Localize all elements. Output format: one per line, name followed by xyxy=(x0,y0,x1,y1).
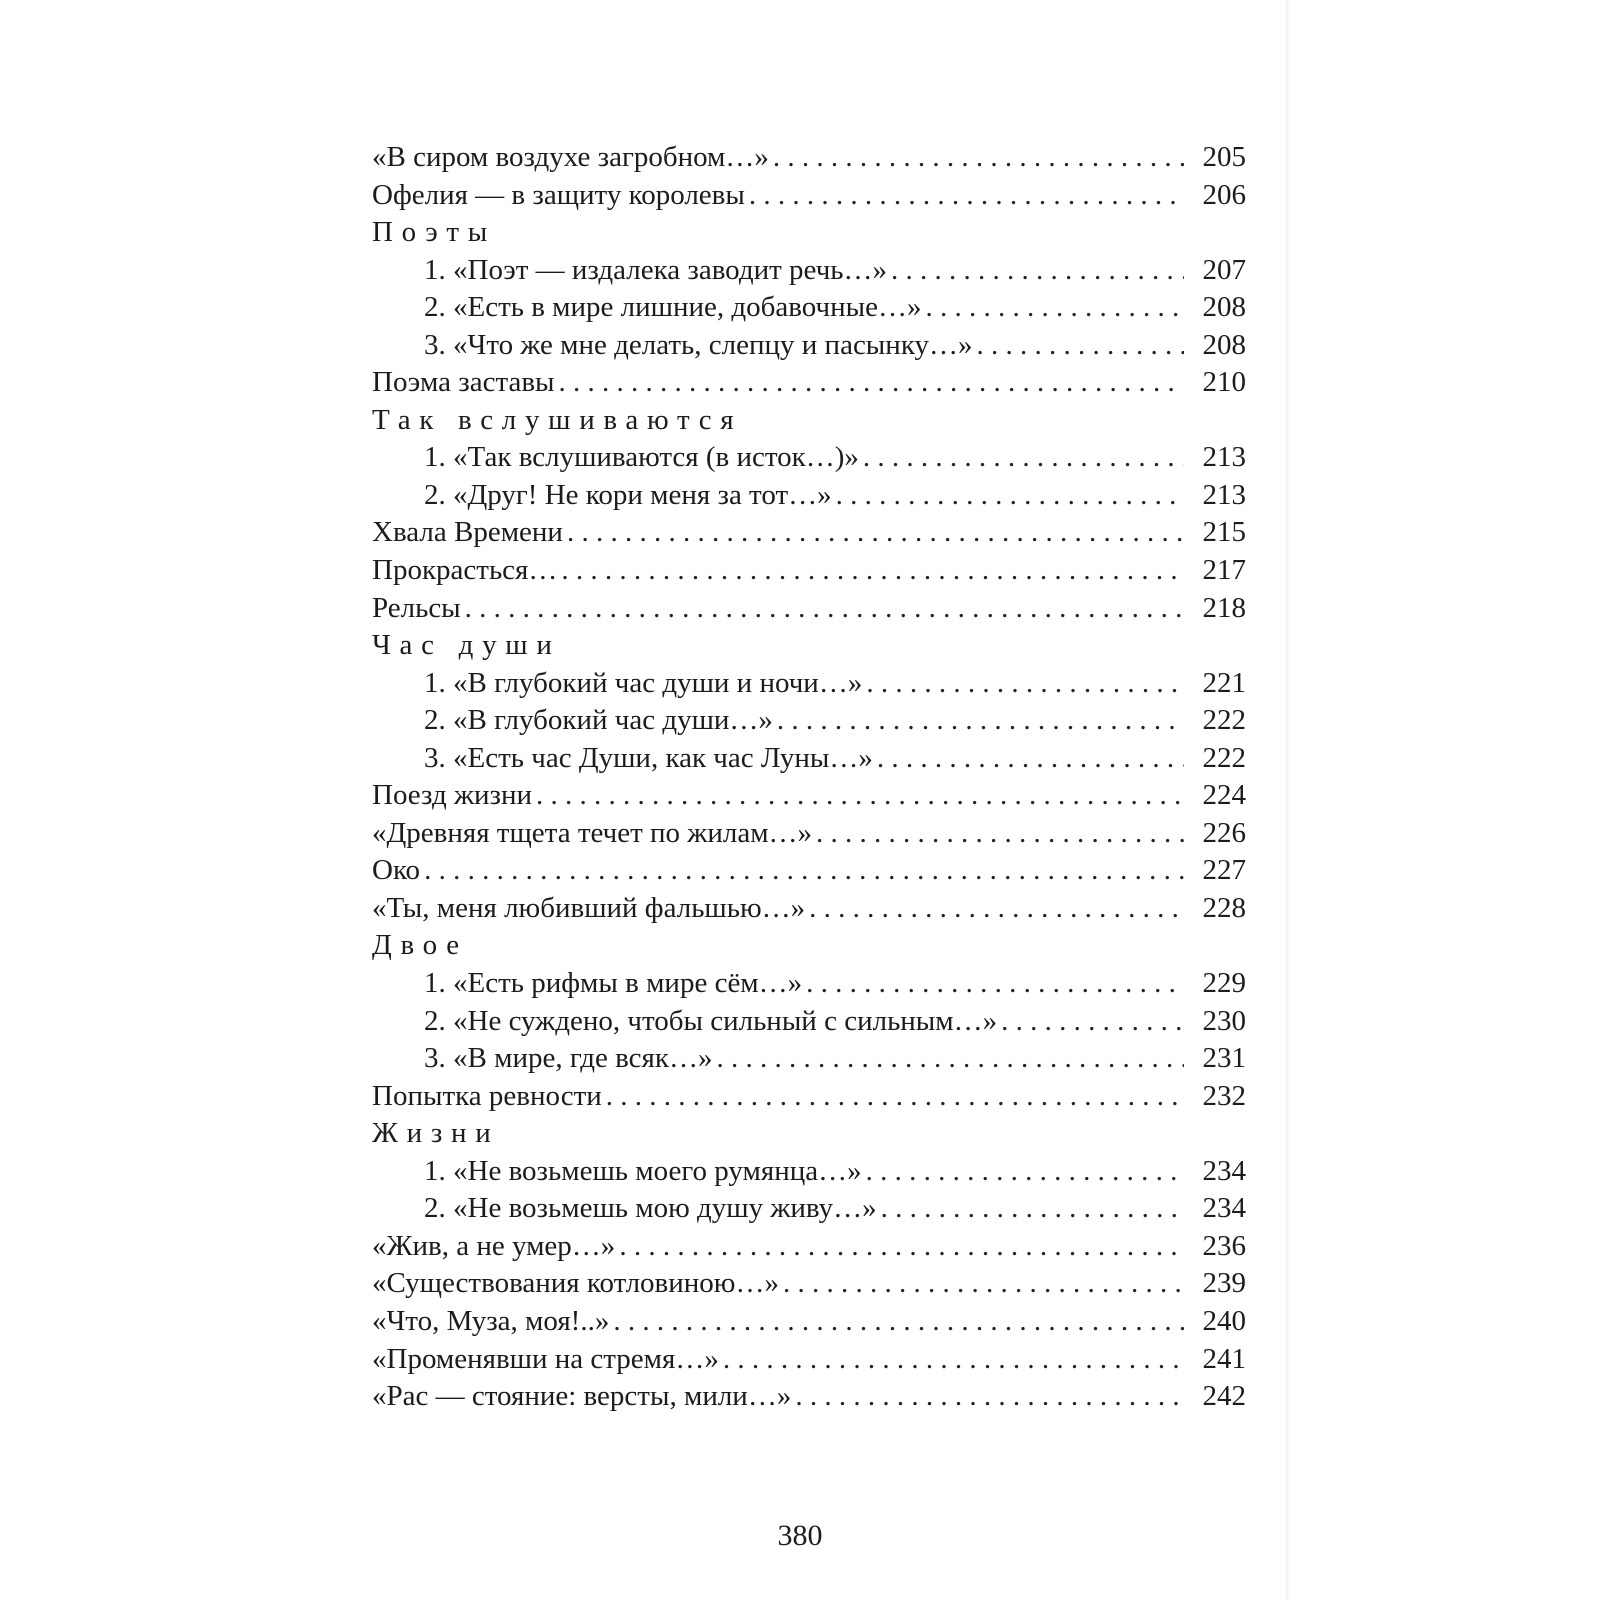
toc-page-number: 236 xyxy=(1202,1229,1246,1262)
toc-entry-title: Рельсы xyxy=(372,591,461,624)
toc-page-number: 232 xyxy=(1202,1079,1246,1112)
toc-entry xyxy=(372,327,1246,365)
toc-entry xyxy=(372,139,1246,177)
toc-entry xyxy=(372,777,1246,815)
toc-entry xyxy=(372,890,1246,928)
toc-entry xyxy=(372,364,1246,402)
toc-page-number: 218 xyxy=(1202,591,1246,624)
toc-leader-dots xyxy=(777,702,1184,740)
toc-page-number: 205 xyxy=(1202,141,1246,173)
toc-entry-title: 3. «В мире, где всяк…» xyxy=(424,1042,713,1075)
toc-entry xyxy=(372,590,1246,628)
toc-entry-title: 3. «Есть час Души, как час Луны…» xyxy=(424,741,873,774)
toc-entry-title: Око xyxy=(372,854,421,887)
toc-entry-title: 2. «Есть в мире лишние, добавочные…» xyxy=(424,291,922,324)
toc-entry-title: 1. «Есть рифмы в мире сём…» xyxy=(424,967,803,1000)
toc-leader-dots xyxy=(723,1341,1184,1379)
toc-entry-title: 3. «Что же мне делать, слепцу и пасынку…» xyxy=(424,328,973,361)
toc-entry xyxy=(372,702,1246,740)
toc-leader-dots xyxy=(749,177,1184,215)
toc-entry-title: «В сиром воздухе загробном…» xyxy=(372,141,769,173)
toc-entry-title: «Рас — стояние: версты, мили…» xyxy=(372,1380,792,1413)
toc-entry xyxy=(372,852,1246,890)
toc-entry-title: Час души xyxy=(372,629,561,662)
toc-entry-title: Жизни xyxy=(372,1117,500,1150)
toc-page-number: 241 xyxy=(1202,1342,1246,1375)
toc-leader-dots xyxy=(717,1040,1185,1078)
toc-entry xyxy=(372,965,1246,1003)
toc-leader-dots xyxy=(866,1153,1184,1191)
toc-page-number: 239 xyxy=(1202,1267,1246,1300)
toc-entry-title: 1. «Не возьмешь моего румянца…» xyxy=(424,1154,862,1187)
toc-entry-title: «Существования котловиною…» xyxy=(372,1267,779,1300)
toc-entry-title: «Ты, меня любивший фальшью…» xyxy=(372,891,806,924)
toc-entry xyxy=(372,1378,1246,1416)
toc-page-number: 234 xyxy=(1202,1192,1246,1225)
toc-entry-title: Попытка ревности xyxy=(372,1079,602,1112)
toc-page-number: 222 xyxy=(1202,704,1246,737)
toc-entry-title: 2. «Не суждено, чтобы сильный с сильным…» xyxy=(424,1004,998,1037)
toc-entry-title: 1. «Так вслушиваются (в исток…)» xyxy=(424,441,859,474)
toc-page-number: 210 xyxy=(1202,366,1246,399)
toc-entry xyxy=(372,1303,1246,1341)
toc-section-heading xyxy=(372,927,1246,965)
toc-page-number: 217 xyxy=(1202,554,1246,587)
toc-section-heading xyxy=(372,627,1246,665)
toc-entry-title: 2. «Друг! Не кори меня за тот…» xyxy=(424,478,832,511)
toc-leader-dots xyxy=(773,139,1184,177)
toc-entry xyxy=(372,1190,1246,1228)
toc-leader-dots xyxy=(1001,1003,1184,1041)
toc-entry xyxy=(372,552,1246,590)
toc-entry xyxy=(372,1040,1246,1078)
toc-leader-dots xyxy=(809,890,1184,928)
toc-page-number: 213 xyxy=(1202,441,1246,474)
toc-leader-dots xyxy=(881,1190,1184,1228)
toc-leader-dots xyxy=(863,439,1184,477)
toc-leader-dots xyxy=(559,364,1184,402)
toc-entry xyxy=(372,740,1246,778)
toc-entry-title: Хвала Времени xyxy=(372,516,563,549)
toc-page-number: 222 xyxy=(1202,741,1246,774)
toc-leader-dots xyxy=(619,1228,1184,1266)
toc-entry-title: 1. «В глубокий час души и ночи…» xyxy=(424,666,863,699)
page-margin xyxy=(1290,0,1600,1600)
toc-page-number: 231 xyxy=(1202,1042,1246,1075)
toc-entry-title: «Что, Муза, моя!..» xyxy=(372,1304,610,1337)
toc-entry xyxy=(372,289,1246,327)
toc-leader-dots xyxy=(424,852,1184,890)
toc-entry xyxy=(372,665,1246,703)
toc-entry-title: Поэты xyxy=(372,216,496,249)
toc-entry-title: Офелия — в защиту королевы xyxy=(372,178,745,211)
toc-page-number: 226 xyxy=(1202,816,1246,849)
toc-entry-title: 2. «В глубокий час души…» xyxy=(424,704,773,737)
toc-entry xyxy=(372,1265,1246,1303)
toc-entry-title: Двое xyxy=(372,929,468,962)
toc-entry-title: Поэма заставы xyxy=(372,366,555,399)
toc-section-heading xyxy=(372,214,1246,252)
toc-leader-dots xyxy=(891,252,1184,290)
toc-leader-dots xyxy=(926,289,1185,327)
toc-section-heading xyxy=(372,402,1246,440)
toc-page-number: 229 xyxy=(1202,967,1246,1000)
toc-page-number: 207 xyxy=(1202,253,1246,286)
toc-entry xyxy=(372,477,1246,515)
page-number: 380 xyxy=(777,1519,823,1552)
toc-entry xyxy=(372,815,1246,853)
toc-leader-dots xyxy=(536,777,1184,815)
toc-leader-dots xyxy=(783,1265,1184,1303)
toc-page-number: 242 xyxy=(1202,1380,1246,1413)
toc-entry xyxy=(372,1003,1246,1041)
toc-entry-title: Поезд жизни xyxy=(372,779,533,812)
toc-entry-title: «Променявши на стремя…» xyxy=(372,1342,719,1375)
toc-entry-title: Прокрасться… xyxy=(372,554,558,587)
toc-entry xyxy=(372,1228,1246,1266)
toc-entry xyxy=(372,177,1246,215)
toc-entry xyxy=(372,1341,1246,1379)
toc-entry-title: «Жив, а не умер…» xyxy=(372,1229,616,1262)
toc-leader-dots xyxy=(561,552,1184,590)
toc-entry xyxy=(372,439,1246,477)
toc-page-number: 230 xyxy=(1202,1004,1246,1037)
toc-leader-dots xyxy=(567,514,1184,552)
toc-entry xyxy=(372,252,1246,290)
toc-leader-dots xyxy=(816,815,1184,853)
toc-entry xyxy=(372,514,1246,552)
toc-leader-dots xyxy=(977,327,1185,365)
toc-leader-dots xyxy=(606,1078,1184,1116)
toc-leader-dots xyxy=(877,740,1184,778)
toc-entry-title: 1. «Поэт — издалека заводит речь…» xyxy=(424,253,888,286)
table-of-contents xyxy=(372,139,1246,1416)
toc-page-number: 224 xyxy=(1202,779,1246,812)
toc-leader-dots xyxy=(795,1378,1184,1416)
toc-leader-dots xyxy=(836,477,1184,515)
toc-page-number: 208 xyxy=(1202,328,1246,361)
toc-page-number: 234 xyxy=(1202,1154,1246,1187)
toc-page-number: 228 xyxy=(1202,891,1246,924)
toc-page-number: 215 xyxy=(1202,516,1246,549)
toc-entry xyxy=(372,1153,1246,1191)
toc-page-number: 227 xyxy=(1202,854,1246,887)
toc-entry xyxy=(372,1078,1246,1116)
toc-leader-dots xyxy=(613,1303,1184,1341)
toc-leader-dots xyxy=(866,665,1184,703)
toc-entry-title: 2. «Не возьмешь мою душу живу…» xyxy=(424,1192,877,1225)
toc-leader-dots xyxy=(806,965,1184,1003)
toc-page-number: 240 xyxy=(1202,1304,1246,1337)
toc-page-number: 213 xyxy=(1202,478,1246,511)
toc-entry-title: «Древняя тщета течет по жилам…» xyxy=(372,816,813,849)
toc-leader-dots xyxy=(465,590,1184,628)
toc-page-number: 206 xyxy=(1202,178,1246,211)
toc-page-number: 221 xyxy=(1202,666,1246,699)
toc-entry-title: Так вслушиваются xyxy=(372,403,743,436)
toc-section-heading xyxy=(372,1115,1246,1153)
toc-page-number: 208 xyxy=(1202,291,1246,324)
